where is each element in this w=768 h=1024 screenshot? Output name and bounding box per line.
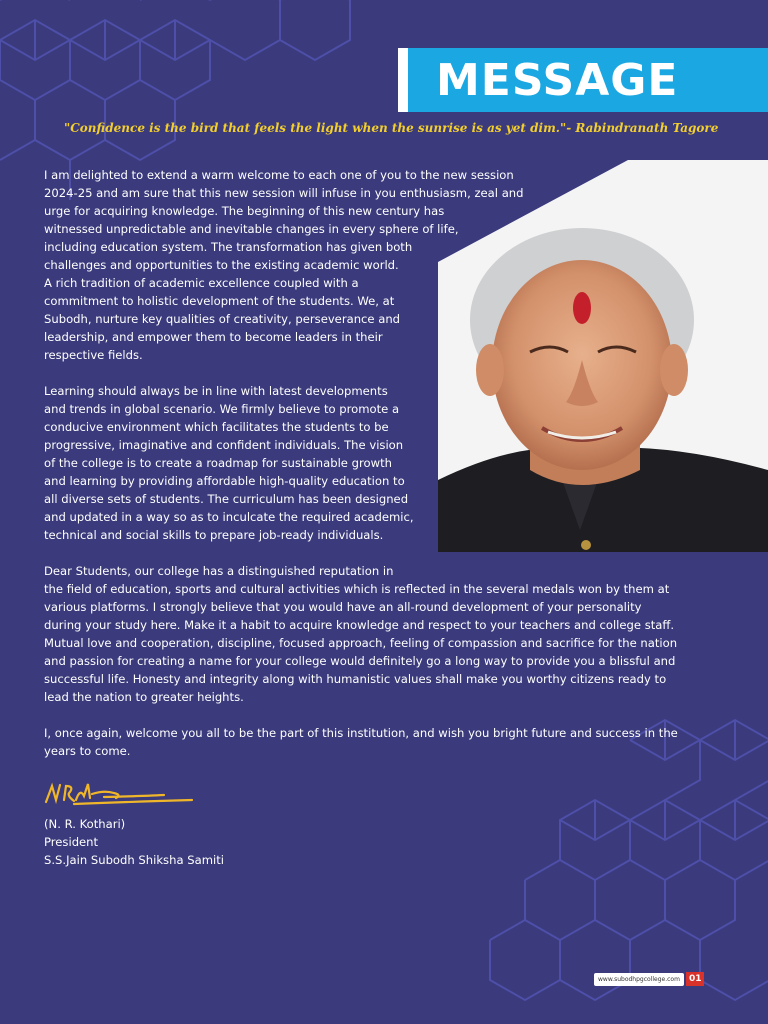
paragraph-line: all diverse sets of students. The curriculum has been designed bbox=[44, 492, 409, 506]
paragraph-line: successful life. Honesty and integrity along with humanistic values shall make you worthy citizens ready to bbox=[44, 672, 667, 686]
page-title: MESSAGE bbox=[436, 54, 679, 106]
paragraph-line: Subodh, nurture key qualities of creativity, perseverance and bbox=[44, 312, 401, 326]
paragraph-line: respective fields. bbox=[44, 348, 143, 362]
paragraph-line: commitment to holistic development of the students. We, at bbox=[44, 294, 395, 308]
paragraph-line: and passion for creating a name for your college would definitely go a long way to provide you a blissful and bbox=[44, 654, 676, 668]
paragraph-line: of the college is to create a roadmap for sustainable growth bbox=[44, 456, 392, 470]
paragraph-line: 2024-25 and am sure that this new session will infuse in you enthusiasm, zeal and bbox=[44, 186, 524, 200]
handwritten-signature bbox=[44, 780, 194, 810]
paragraph-2 bbox=[44, 382, 678, 544]
paragraph-line: Mutual love and cooperation, discipline, focused approach, feeling of compassion and sacrifice for the nation bbox=[44, 636, 678, 650]
title-banner bbox=[398, 48, 768, 112]
paragraph-line: the field of education, sports and cultural activities which is reflected in the several medals won by them at bbox=[44, 582, 670, 596]
paragraph-line: and trends in global scenario. We firmly believe to promote a bbox=[44, 402, 400, 416]
paragraph-line: urge for acquiring knowledge. The beginning of this new century has bbox=[44, 204, 445, 218]
paragraph-line: leadership, and empower them to become leaders in their bbox=[44, 330, 383, 344]
paragraph-line: A rich tradition of academic excellence coupled with a bbox=[44, 276, 359, 290]
tagore-quote: "Confidence is the bird that feels the light when the sunrise is as yet dim."- Rabindranath Tagore bbox=[64, 121, 719, 135]
footer bbox=[594, 972, 704, 986]
page-number-badge: 01 bbox=[686, 972, 705, 986]
paragraph-line: witnessed unpredictable and inevitable changes in every sphere of life, bbox=[44, 222, 459, 236]
paragraph-line: conducive environment which facilitates the students to be bbox=[44, 420, 389, 434]
signatory-role: President bbox=[44, 835, 99, 849]
paragraph-line: I, once again, welcome you all to be the part of this institution, and wish you bright future and success in the bbox=[44, 726, 678, 740]
paragraph-line: during your study here. Make it a habit to acquire knowledge and respect to your teachers and college staff. bbox=[44, 618, 675, 632]
title-banner-inner bbox=[408, 48, 768, 112]
paragraph-line: Dear Students, our college has a distinguished reputation in bbox=[44, 564, 394, 578]
signatory-details bbox=[44, 815, 224, 869]
paragraph-line: technical and social skills to prepare job-ready individuals. bbox=[44, 528, 384, 542]
paragraph-4 bbox=[44, 724, 678, 760]
paragraph-line: Learning should always be in line with latest developments bbox=[44, 384, 388, 398]
paragraph-line: and learning by providing affordable high-quality education to bbox=[44, 474, 405, 488]
paragraph-line: I am delighted to extend a warm welcome to each one of you to the new session bbox=[44, 168, 514, 182]
paragraph-line: challenges and opportunities to the existing academic world. bbox=[44, 258, 399, 272]
paragraph-line: various platforms. I strongly believe that you would have an all-round development of your personality bbox=[44, 600, 642, 614]
paragraph-3 bbox=[44, 562, 678, 706]
paragraph-line: and updated in a way so as to inculcate the required academic, bbox=[44, 510, 414, 524]
paragraph-line: including education system. The transformation has given both bbox=[44, 240, 413, 254]
paragraph-line: years to come. bbox=[44, 744, 131, 758]
signatory-organization: S.S.Jain Subodh Shiksha Samiti bbox=[44, 853, 224, 867]
paragraph-line: lead the nation to greater heights. bbox=[44, 690, 244, 704]
paragraph-line: progressive, imaginative and confident individuals. The vision bbox=[44, 438, 404, 452]
website-link[interactable]: www.subodhpgcollege.com bbox=[594, 973, 684, 986]
signatory-name: (N. R. Kothari) bbox=[44, 817, 126, 831]
paragraph-1 bbox=[44, 166, 678, 364]
message-body bbox=[44, 166, 678, 778]
